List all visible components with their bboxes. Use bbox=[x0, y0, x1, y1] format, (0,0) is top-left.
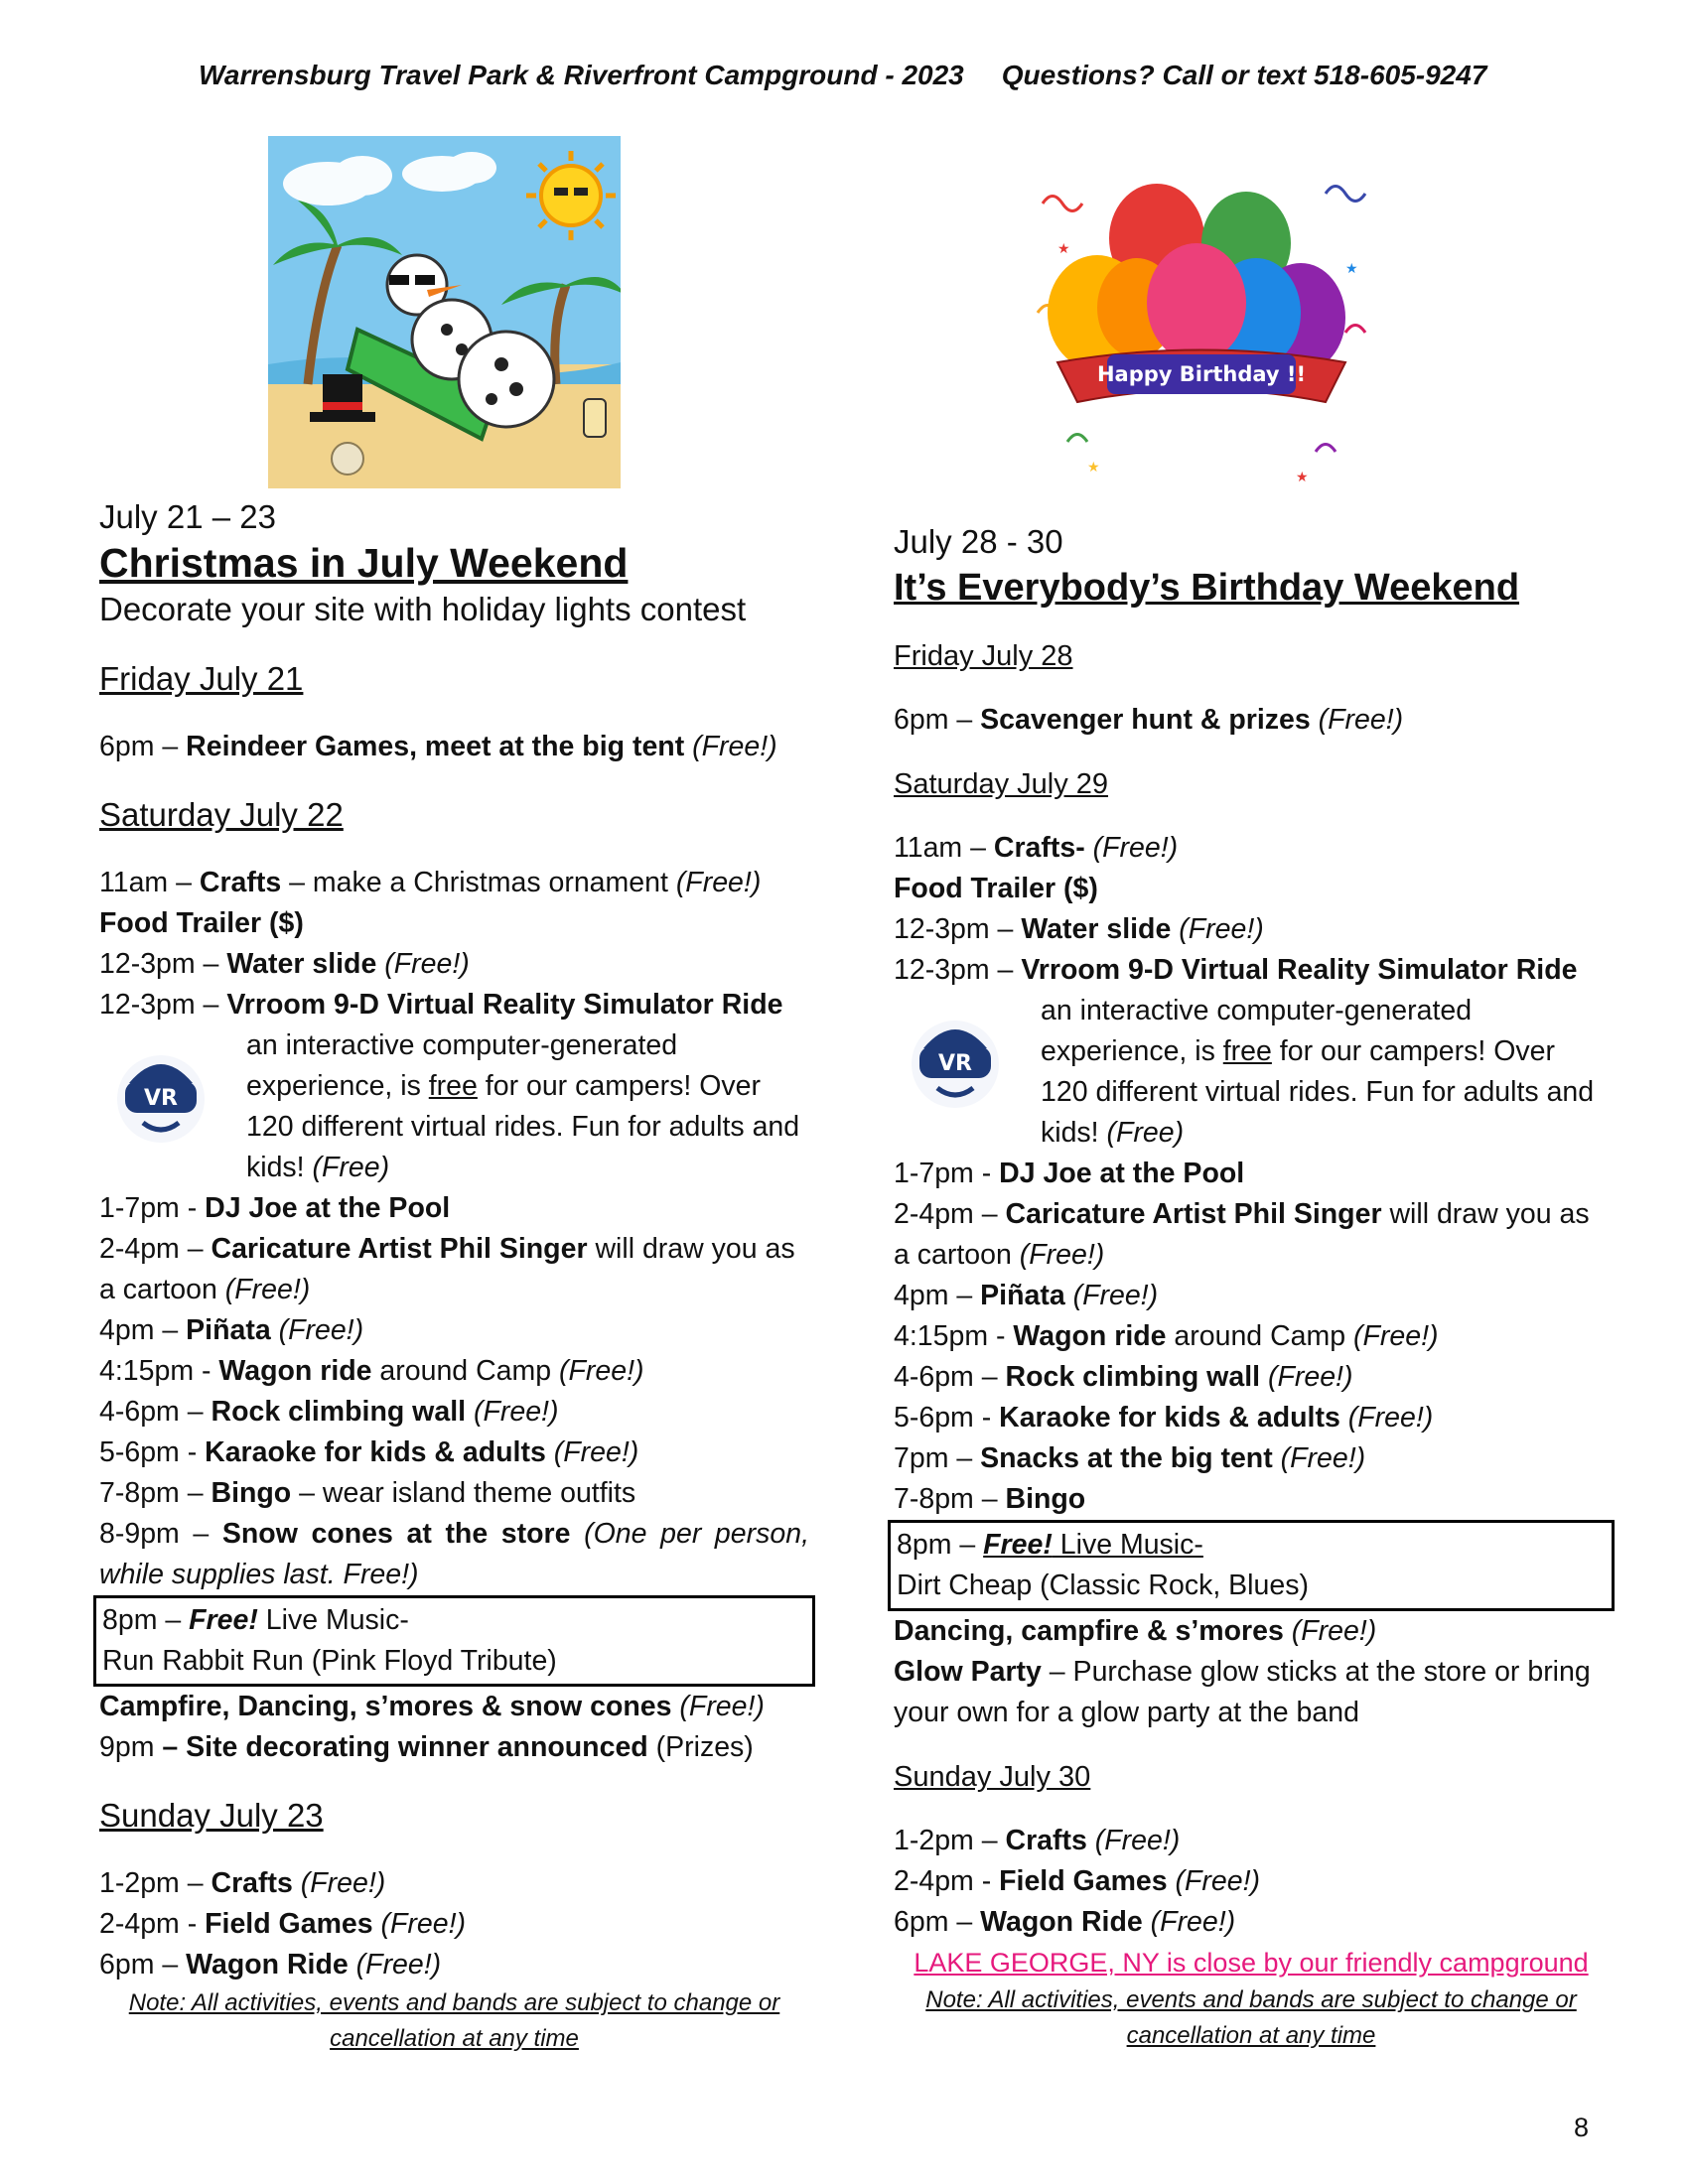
left-sat-vr-title: 12-3pm – Vrroom 9-D Virtual Reality Simulator Ride bbox=[99, 989, 783, 1021]
right-sat-vr-title: 12-3pm – Vrroom 9-D Virtual Reality Simulator Ride bbox=[894, 954, 1578, 986]
right-sat-caricature: 2-4pm – Caricature Artist Phil Singer will draw you as a cartoon (Free!) bbox=[894, 1198, 1590, 1271]
right-sat-music-band: Dirt Cheap (Classic Rock, Blues) bbox=[897, 1570, 1309, 1601]
right-sat-vr-desc: VR an interactive computer-generated experience, is free for our campers! Over 120 different virtual rides. Fun for adults and kids! (Free) bbox=[894, 991, 1609, 1154]
svg-text:★: ★ bbox=[1345, 260, 1358, 276]
right-sat-snacks: 7pm – Snacks at the big tent (Free!) bbox=[894, 1442, 1366, 1474]
header-title: Warrensburg Travel Park & Riverfront Campground - 2023 bbox=[199, 60, 964, 90]
right-sat-food: Food Trailer ($) bbox=[894, 873, 1098, 904]
right-sat-campfire: Dancing, campfire & s’mores (Free!) bbox=[894, 1615, 1377, 1647]
right-sat-music-line1: 8pm – Free! Live Music- bbox=[897, 1529, 1203, 1561]
right-sat-water: 12-3pm – Water slide (Free!) bbox=[894, 913, 1264, 945]
right-column bbox=[894, 521, 1609, 2054]
left-sat-rock: 4-6pm – Rock climbing wall (Free!) bbox=[99, 1396, 559, 1428]
left-sat-crafts: 11am – Crafts – make a Christmas ornament (Free!) bbox=[99, 867, 762, 898]
right-weekend-title: It’s Everybody’s Birthday Weekend bbox=[894, 567, 1520, 609]
header-contact: Questions? Call or text 518-605-9247 bbox=[1001, 60, 1487, 90]
left-sat-music-line1: 8pm – Free! Live Music- bbox=[102, 1604, 409, 1636]
left-sat-water: 12-3pm – Water slide (Free!) bbox=[99, 948, 470, 980]
right-weekend-dates: July 28 - 30 bbox=[894, 523, 1063, 560]
left-sat-food: Food Trailer ($) bbox=[99, 907, 304, 939]
left-note: Note: All activities, events and bands are subject to change or cancellation at any time bbox=[128, 1989, 780, 2052]
right-sat-dj: 1-7pm - DJ Joe at the Pool bbox=[894, 1158, 1245, 1189]
vr-headset-icon bbox=[906, 1013, 1005, 1112]
snowman-beach-illustration bbox=[268, 136, 621, 488]
left-sat-campfire: Campfire, Dancing, s’mores & snow cones (Free!) bbox=[99, 1691, 765, 1722]
left-weekend-dates: July 21 – 23 bbox=[99, 498, 276, 535]
left-saturday-heading: Saturday July 22 bbox=[99, 796, 344, 833]
left-friday-heading: Friday July 21 bbox=[99, 660, 304, 697]
right-sun-field: 2-4pm - Field Games (Free!) bbox=[894, 1865, 1261, 1897]
svg-text:★: ★ bbox=[1087, 459, 1100, 475]
left-sun-crafts: 1-2pm – Crafts (Free!) bbox=[99, 1867, 386, 1899]
left-sat-caricature: 2-4pm – Caricature Artist Phil Singer will draw you as a cartoon (Free!) bbox=[99, 1233, 795, 1305]
left-column bbox=[99, 496, 809, 2057]
left-sat-karaoke: 5-6pm - Karaoke for kids & adults (Free!) bbox=[99, 1436, 639, 1468]
right-note: Note: All activities, events and bands are subject to change or cancellation at any time bbox=[925, 1986, 1577, 2049]
left-sat-dj: 1-7pm - DJ Joe at the Pool bbox=[99, 1192, 451, 1224]
left-sat-wagon: 4:15pm - Wagon ride around Camp (Free!) bbox=[99, 1355, 644, 1387]
birthday-balloons-illustration bbox=[1028, 164, 1375, 496]
right-sat-rock: 4-6pm – Rock climbing wall (Free!) bbox=[894, 1361, 1353, 1393]
lake-george-promo: LAKE GEORGE, NY is close by our friendly campground bbox=[914, 1948, 1589, 1978]
left-sat-winner: 9pm – Site decorating winner announced (Prizes) bbox=[99, 1731, 754, 1763]
svg-text:★: ★ bbox=[1296, 469, 1309, 484]
right-sat-live-music-box bbox=[888, 1520, 1615, 1611]
left-sat-music-band: Run Rabbit Run (Pink Floyd Tribute) bbox=[102, 1645, 557, 1677]
right-saturday-heading: Saturday July 29 bbox=[894, 768, 1109, 800]
left-friday-event-1: 6pm – Reindeer Games, meet at the big tent (Free!) bbox=[99, 731, 777, 762]
svg-text:VR: VR bbox=[144, 1086, 178, 1111]
svg-text:★: ★ bbox=[1057, 240, 1070, 256]
page-number: 8 bbox=[1573, 2113, 1589, 2142]
left-sat-live-music-box bbox=[93, 1595, 815, 1687]
left-sat-vr-desc: VR an interactive computer-generated experience, is free for our campers! Over 120 different virtual rides. Fun for adults and kids! (Free) bbox=[99, 1025, 809, 1188]
right-sat-crafts: 11am – Crafts- (Free!) bbox=[894, 832, 1179, 864]
left-sat-pinata: 4pm – Piñata (Free!) bbox=[99, 1314, 364, 1346]
right-sunday-heading: Sunday July 30 bbox=[894, 1761, 1091, 1793]
left-weekend-title: Christmas in July Weekend bbox=[99, 540, 629, 586]
right-sat-bingo: 7-8pm – Bingo bbox=[894, 1483, 1086, 1515]
right-friday-event-1: 6pm – Scavenger hunt & prizes (Free!) bbox=[894, 704, 1404, 736]
right-sat-pinata: 4pm – Piñata (Free!) bbox=[894, 1280, 1159, 1311]
left-sat-snowcones: 8-9pm – Snow cones at the store (One per person, while supplies last. Free!) bbox=[99, 1518, 809, 1590]
page-header bbox=[199, 60, 1589, 91]
left-weekend-subtitle: Decorate your site with holiday lights contest bbox=[99, 591, 747, 627]
left-sunday-heading: Sunday July 23 bbox=[99, 1797, 324, 1834]
left-sun-wagon: 6pm – Wagon Ride (Free!) bbox=[99, 1949, 442, 1980]
vr-headset-icon bbox=[111, 1047, 211, 1147]
left-sun-field: 2-4pm - Field Games (Free!) bbox=[99, 1908, 467, 1940]
left-sat-bingo: 7-8pm – Bingo – wear island theme outfits bbox=[99, 1477, 636, 1509]
right-sat-karaoke: 5-6pm - Karaoke for kids & adults (Free!) bbox=[894, 1402, 1434, 1433]
right-sun-wagon: 6pm – Wagon Ride (Free!) bbox=[894, 1906, 1236, 1938]
balloon-banner-text: Happy Birthday !! bbox=[1096, 362, 1307, 386]
right-sun-crafts: 1-2pm – Crafts (Free!) bbox=[894, 1825, 1181, 1856]
right-sat-wagon: 4:15pm - Wagon ride around Camp (Free!) bbox=[894, 1320, 1439, 1352]
svg-text:VR: VR bbox=[938, 1051, 972, 1076]
right-friday-heading: Friday July 28 bbox=[894, 640, 1073, 672]
right-sat-glow: Glow Party – Purchase glow sticks at the store or bring your own for a glow party at the band bbox=[894, 1656, 1591, 1728]
